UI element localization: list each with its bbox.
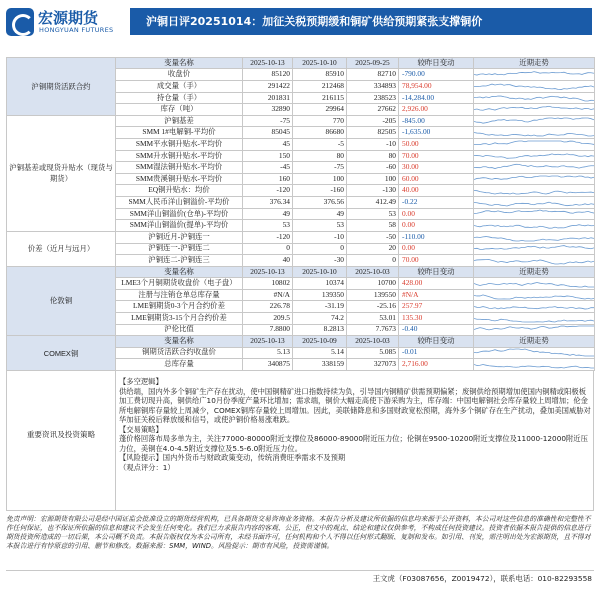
table-header-row	[7, 336, 595, 347]
value-date-3: 139550	[347, 289, 399, 301]
value-date-3: 80	[347, 150, 399, 162]
change-value: -110.00	[399, 231, 474, 243]
change-value: 70.00	[399, 255, 474, 267]
change-value: -0.40	[399, 324, 474, 336]
news-paragraph: 供给端，国内外多个铜矿生产存在扰动，使中国铜精矿进口指数持续为负，引导国内铜精矿供需预期偏紧；废铜供给预期增加使国内铜精或阳极板加工费切现升高，铜供给广10月份季度产量环比增加；需求端，铜价大幅走高使下游采购为主，库存端：中国电解铜社会库存量较上周增加；伦金所电解铜库存量较上周减少，COMEX铜库存量较上周增加。因此，美联储降息和多国财政宽松预期，海外多个铜矿存在生产扰动，叠加美国威胁对华加征关税后释放缓和信号，或使沪铜价格易涨难跌。	[119, 386, 591, 424]
change-value: -790.00	[399, 69, 474, 81]
trend-sparkline	[474, 115, 595, 127]
trend-sparkline	[474, 104, 595, 116]
variable-name: SMM升水铜升贴水-平均价	[116, 150, 243, 162]
variable-name: 沪铜连一-沪铜连二	[116, 243, 243, 255]
change-value: 40.00	[399, 185, 474, 197]
value-date-3: 53	[347, 208, 399, 220]
variable-name: 收盘价	[116, 69, 243, 81]
value-date-1: -120	[243, 231, 293, 243]
value-date-1: 150	[243, 150, 293, 162]
sparkline-chart	[474, 70, 594, 79]
report-title: 沪铜日评20251014：加征关税预期缓和铜矿供给预期紧张支撑铜价	[130, 8, 592, 35]
value-date-3: 20	[347, 243, 399, 255]
value-date-3: 238523	[347, 92, 399, 104]
value-date-1: 291422	[243, 80, 293, 92]
value-date-3: 0	[347, 255, 399, 267]
value-date-3: 5.085	[347, 347, 399, 359]
value-date-1: 40	[243, 255, 293, 267]
value-date-2: 139350	[293, 289, 347, 301]
variable-name: 沪伦比值	[116, 324, 243, 336]
table-row	[7, 115, 595, 127]
value-date-1: -120	[243, 185, 293, 197]
value-date-3: 53.01	[347, 312, 399, 324]
column-header-change: 较昨日变动	[399, 58, 474, 69]
value-date-1: 7.8800	[243, 324, 293, 336]
value-date-1: #N/A	[243, 289, 293, 301]
variable-name: SMM湿法铜升贴水-平均价	[116, 162, 243, 174]
table-header-row	[7, 58, 595, 69]
news-paragraph: （观点评分：1）	[119, 462, 175, 472]
variable-name: 沪铜连二-沪铜连三	[116, 255, 243, 267]
value-date-2: 100	[293, 173, 347, 185]
sparkline-chart	[474, 291, 594, 300]
change-value: 428.00	[399, 278, 474, 290]
value-date-1: 85120	[243, 69, 293, 81]
sparkline-chart	[474, 175, 594, 184]
value-date-2: 85910	[293, 69, 347, 81]
value-date-3: 412.49	[347, 197, 399, 209]
sparkline-chart	[474, 117, 594, 126]
variable-name: 沪铜近月-沪铜连一	[116, 231, 243, 243]
value-date-2: 49	[293, 208, 347, 220]
value-date-3: 334893	[347, 80, 399, 92]
trend-sparkline	[474, 312, 595, 324]
value-date-2: 29964	[293, 104, 347, 116]
column-header-date: 2025-10-13	[243, 58, 293, 69]
section-category: 沪铜基差或现货升贴水（现货与期货）	[7, 115, 116, 231]
sparkline-chart	[474, 151, 594, 160]
trend-sparkline	[474, 150, 595, 162]
sparkline-chart	[474, 302, 594, 311]
news-category: 重要资讯及投资策略	[7, 371, 116, 510]
change-value: 2,716.00	[399, 359, 474, 371]
value-date-1: -45	[243, 162, 293, 174]
sparkline-chart	[474, 128, 594, 137]
news-paragraph: 【风险提示】国内外货币与财政政策变动，传统消费旺季需求不及预期	[119, 453, 346, 462]
variable-name: 成交量（手）	[116, 80, 243, 92]
sparkline-chart	[474, 233, 594, 242]
trend-sparkline	[474, 255, 595, 267]
disclaimer: 免责声明：宏源期货有限公司是经中国证监会批准设立的期货经营机构，已具备期货交易咨询业务资格。本报告分析及建议所依据的信息均来源于公开资料，本公司对这些信息的准确性和完整性不作任何保证，也不保证所依据的信息和建议不会发生任何变化。我们已力求报告内容的客观、公正，但文中的观点、结论和建议仅供参考，不构成任何投资建议。投资者依据本报告提供的信息进行期货投资所造成的一切后果，本公司概不负责。本报告版权仅为本公司所有，未经书面许可，任何机构和个人不得以任何形式翻版、复制和发布。如引用、刊发，需注明出处为宏源期货，且不得对本报告进行有悖原意的引用、删节和修改。数据来源：SMM，WIND。风险提示：期市有风险，投资需谨慎。	[6, 515, 591, 550]
sparkline-chart	[474, 360, 594, 369]
value-date-2: 376.56	[293, 197, 347, 209]
variable-name: 库存（吨）	[116, 104, 243, 116]
trend-sparkline	[474, 185, 595, 197]
variable-name: 铜期货活跃合约收盘价	[116, 347, 243, 359]
trend-sparkline	[474, 278, 595, 290]
column-header-trend: 近期走势	[474, 58, 595, 69]
column-header-trend: 近期走势	[474, 336, 595, 347]
value-date-2: -31.19	[293, 301, 347, 313]
value-date-2: 86680	[293, 127, 347, 139]
column-header-date: 2025-10-13	[243, 336, 293, 347]
trend-sparkline	[474, 289, 595, 301]
column-header-date: 2025-10-03	[347, 336, 399, 347]
value-date-1: 10802	[243, 278, 293, 290]
change-value: 30.00	[399, 162, 474, 174]
variable-name: SMM 1#电解铜-平均价	[116, 127, 243, 139]
section-category: 价差（近月与远月）	[7, 231, 116, 266]
change-value: 135.30	[399, 312, 474, 324]
section-category: 沪铜期货活跃合约	[7, 58, 116, 116]
news-paragraph: 蓬价格回落布局多单为主，关注77000-80000附近支撑位及86000-89000附近压力位；伦铜在9500-10200附近支撑位及11000-12000附近压力位，美铜在4.0-4.5附近支撑位及5.5-6.0附近压力位。	[119, 434, 588, 453]
trend-sparkline	[474, 173, 595, 185]
value-date-2: 8.2813	[293, 324, 347, 336]
value-date-3: 27662	[347, 104, 399, 116]
trend-sparkline	[474, 231, 595, 243]
brand-logo	[6, 6, 124, 38]
value-date-3: -205	[347, 115, 399, 127]
sparkline-chart	[474, 198, 594, 207]
value-date-3: -25.16	[347, 301, 399, 313]
value-date-3: 7.7673	[347, 324, 399, 336]
sparkline-chart	[474, 314, 594, 323]
value-date-3: -10	[347, 139, 399, 151]
value-date-2: -30	[293, 255, 347, 267]
brand-name-cn: 宏源期货	[38, 9, 99, 27]
value-date-2: 80	[293, 150, 347, 162]
trend-sparkline	[474, 127, 595, 139]
report-header	[0, 0, 600, 42]
trend-sparkline	[474, 220, 595, 232]
value-date-1: 376.34	[243, 197, 293, 209]
value-date-3: -60	[347, 162, 399, 174]
change-value: 2,926.00	[399, 104, 474, 116]
sparkline-chart	[474, 163, 594, 172]
change-value: 70.00	[399, 150, 474, 162]
variable-name: SMM洋山铜溢价(仓单)-平均价	[116, 208, 243, 220]
trend-sparkline	[474, 139, 595, 151]
value-date-3: 100	[347, 173, 399, 185]
value-date-3: 58	[347, 220, 399, 232]
value-date-2: 0	[293, 243, 347, 255]
value-date-1: 0	[243, 243, 293, 255]
change-value: 0.00	[399, 220, 474, 232]
trend-sparkline	[474, 197, 595, 209]
brand-name-en: HONGYUAN FUTURES	[39, 26, 114, 34]
table-header-row	[7, 266, 595, 277]
column-header-variable: 变量名称	[116, 336, 243, 347]
value-date-2: -75	[293, 162, 347, 174]
change-value: 0.00	[399, 208, 474, 220]
sparkline-chart	[474, 93, 594, 102]
value-date-2: 10374	[293, 278, 347, 290]
column-header-variable: 变量名称	[116, 58, 243, 69]
change-value: 0.00	[399, 243, 474, 255]
trend-sparkline	[474, 347, 595, 359]
variable-name: SMM平水铜升贴水-平均价	[116, 139, 243, 151]
column-header-trend: 近期走势	[474, 266, 595, 277]
news-section	[6, 371, 594, 511]
sparkline-chart	[474, 279, 594, 288]
variable-name: 持仓量（手）	[116, 92, 243, 104]
variable-name: LME3个月铜期货收盘价（电子盘）	[116, 278, 243, 290]
sparkline-chart	[474, 348, 594, 357]
sparkline-chart	[474, 209, 594, 218]
value-date-1: 32890	[243, 104, 293, 116]
data-table	[6, 57, 595, 371]
change-value: -0.01	[399, 347, 474, 359]
sparkline-chart	[474, 82, 594, 91]
value-date-1: 201831	[243, 92, 293, 104]
value-date-2: -160	[293, 185, 347, 197]
change-value: -845.00	[399, 115, 474, 127]
change-value: #N/A	[399, 289, 474, 301]
change-value: -1,635.00	[399, 127, 474, 139]
value-date-3: 82710	[347, 69, 399, 81]
sparkline-chart	[474, 105, 594, 114]
change-value: -14,284.00	[399, 92, 474, 104]
sparkline-chart	[474, 221, 594, 230]
trend-sparkline	[474, 243, 595, 255]
column-header-variable: 变量名称	[116, 266, 243, 277]
trend-sparkline	[474, 69, 595, 81]
value-date-2: 5.14	[293, 347, 347, 359]
column-header-change: 较昨日变动	[399, 336, 474, 347]
variable-name: 沪铜基差	[116, 115, 243, 127]
value-date-1: 340875	[243, 359, 293, 371]
trend-sparkline	[474, 359, 595, 371]
variable-name: 注册与注销仓单总库存量	[116, 289, 243, 301]
value-date-2: -5	[293, 139, 347, 151]
value-date-1: 49	[243, 208, 293, 220]
footer-contact: 王文虎（F03087656，Z0019472），联系电话：010-82293558	[6, 570, 594, 582]
variable-name: SMM人民币洋山铜溢价-平均价	[116, 197, 243, 209]
table-row	[7, 231, 595, 243]
value-date-1: 45	[243, 139, 293, 151]
trend-sparkline	[474, 80, 595, 92]
sparkline-chart	[474, 244, 594, 253]
value-date-1: -75	[243, 115, 293, 127]
value-date-3: 82505	[347, 127, 399, 139]
value-date-1: 160	[243, 173, 293, 185]
change-value: 60.00	[399, 173, 474, 185]
section-category: COMEX铜	[7, 336, 116, 371]
sparkline-chart	[474, 140, 594, 149]
column-header-date: 2025-10-10	[293, 58, 347, 69]
brand-logo-icon	[6, 8, 34, 36]
value-date-2: 770	[293, 115, 347, 127]
trend-sparkline	[474, 301, 595, 313]
value-date-1: 5.13	[243, 347, 293, 359]
variable-name: EQ铜升贴水：均价	[116, 185, 243, 197]
value-date-1: 226.78	[243, 301, 293, 313]
value-date-2: -10	[293, 231, 347, 243]
value-date-2: 212468	[293, 80, 347, 92]
change-value: 78,954.00	[399, 80, 474, 92]
value-date-3: 10700	[347, 278, 399, 290]
value-date-3: -50	[347, 231, 399, 243]
news-body	[119, 377, 591, 507]
column-header-date: 2025-10-13	[243, 266, 293, 277]
variable-name: SMM洋山铜溢价(提单)-平均价	[116, 220, 243, 232]
change-value: 50.00	[399, 139, 474, 151]
sparkline-chart	[474, 325, 594, 334]
trend-sparkline	[474, 92, 595, 104]
value-date-1: 53	[243, 220, 293, 232]
variable-name: SMM贵溪铜升贴水-平均价	[116, 173, 243, 185]
variable-name: LME铜期货3-15个月合约价差	[116, 312, 243, 324]
trend-sparkline	[474, 324, 595, 336]
column-header-date: 2025-10-03	[347, 266, 399, 277]
section-category: 伦敦铜	[7, 266, 116, 335]
column-header-date: 2025-09-25	[347, 58, 399, 69]
value-date-2: 216115	[293, 92, 347, 104]
trend-sparkline	[474, 208, 595, 220]
column-header-date: 2025-10-09	[293, 336, 347, 347]
column-header-date: 2025-10-10	[293, 266, 347, 277]
trend-sparkline	[474, 162, 595, 174]
value-date-3: 327073	[347, 359, 399, 371]
value-date-2: 74.2	[293, 312, 347, 324]
news-paragraph: 【多空逻辑】	[119, 377, 163, 386]
variable-name: 总库存量	[116, 359, 243, 371]
value-date-2: 338159	[293, 359, 347, 371]
value-date-1: 85045	[243, 127, 293, 139]
sparkline-chart	[474, 256, 594, 265]
value-date-3: -130	[347, 185, 399, 197]
value-date-1: 209.5	[243, 312, 293, 324]
change-value: -0.22	[399, 197, 474, 209]
variable-name: LME铜期货0-3个月合约价差	[116, 301, 243, 313]
column-header-change: 较昨日变动	[399, 266, 474, 277]
sparkline-chart	[474, 186, 594, 195]
value-date-2: 53	[293, 220, 347, 232]
change-value: 257.97	[399, 301, 474, 313]
news-paragraph: 【交易策略】	[119, 424, 163, 434]
